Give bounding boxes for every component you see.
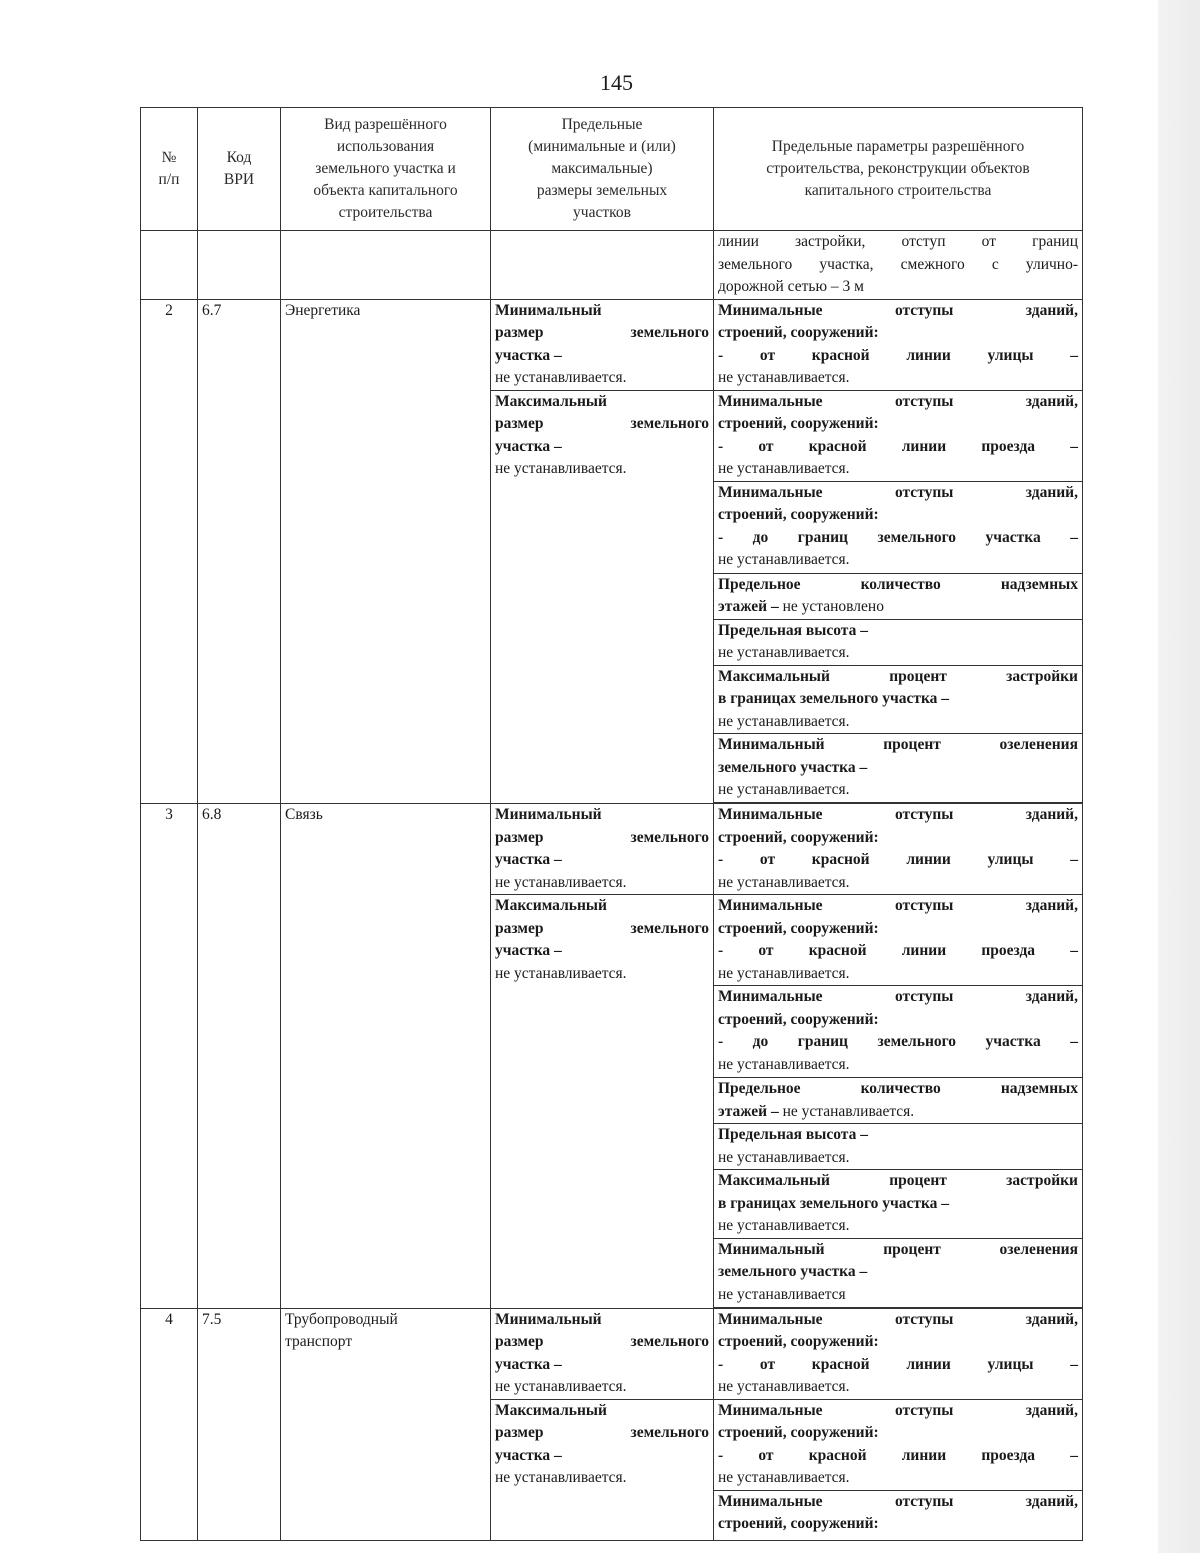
scan-edge-shadow <box>1158 0 1200 1553</box>
param-setback-boundary-partial: Минимальные отступы зданий, строений, сооружений: <box>714 1490 1083 1540</box>
min-size-cell: Минимальный размер земельного участка – не устанавливается. <box>491 1308 714 1399</box>
regulations-table <box>140 107 1083 1541</box>
header-size: Предельные (минимальные и (или) максимальные) размеры земельных участков <box>491 108 714 231</box>
header-code: Код ВРИ <box>198 108 281 231</box>
max-size-cell: Максимальный размер земельного участка – не устанавливается. <box>491 895 714 1309</box>
header-kind: Вид разрешённого использования земельного участка и объекта капитального строительства <box>281 108 491 231</box>
row-number: 2 <box>141 299 198 804</box>
param-floors: Предельное количество надземных этажей – не устанавливается. <box>714 1078 1083 1124</box>
param-floors: Предельное количество надземных этажей – не установлено <box>714 573 1083 619</box>
page-number: 145 <box>600 70 633 95</box>
row-kind: Трубопроводный транспорт <box>281 1308 491 1540</box>
min-size-cell: Минимальный размер земельного участка – не устанавливается. <box>491 804 714 895</box>
param-max-coverage: Максимальный процент застройки в границах земельного участка – не устанавливается. <box>714 665 1083 734</box>
min-size-cell: Минимальный размер земельного участка – не устанавливается. <box>491 299 714 390</box>
param-setback-boundary: Минимальные отступы зданий, строений, сооружений: - до границ земельного участка – не устанавливается. <box>714 481 1083 573</box>
param-setback-driveway: Минимальные отступы зданий, строений, сооружений: - от красной линии проезда – не устанавливается. <box>714 390 1083 481</box>
param-setback-driveway: Минимальные отступы зданий, строений, сооружений: - от красной линии проезда – не устанавливается. <box>714 895 1083 986</box>
header-num: № п/п <box>141 108 198 231</box>
row-number: 4 <box>141 1308 198 1540</box>
param-continuation: линии застройки, отступ от границ земельного участка, смежного с улично- дорожной сетью – 3 м <box>714 231 1083 300</box>
max-size-cell: Максимальный размер земельного участка – не устанавливается. <box>491 1399 714 1540</box>
param-max-coverage: Максимальный процент застройки в границах земельного участка – не устанавливается. <box>714 1170 1083 1239</box>
table-header-row <box>141 108 1083 231</box>
param-min-greenery: Минимальный процент озеленения земельного участка – не устанавливается <box>714 1238 1083 1307</box>
param-height: Предельная высота – не устанавливается. <box>714 1124 1083 1170</box>
param-setback-driveway: Минимальные отступы зданий, строений, сооружений: - от красной линии проезда – не устанавливается. <box>714 1399 1083 1490</box>
param-setback-street: Минимальные отступы зданий, строений, сооружений: - от красной линии улицы – не устанавливается. <box>714 299 1083 390</box>
row-kind: Энергетика <box>281 299 491 804</box>
header-params: Предельные параметры разрешённого строительства, реконструкции объектов капитального строительства <box>714 108 1083 231</box>
row-kind: Связь <box>281 804 491 1309</box>
row-code: 6.7 <box>198 299 281 804</box>
table-row <box>141 1308 1083 1399</box>
param-setback-street: Минимальные отступы зданий, строений, сооружений: - от красной линии улицы – не устанавливается. <box>714 804 1083 895</box>
max-size-cell: Максимальный размер земельного участка – не устанавливается. <box>491 390 714 804</box>
param-height: Предельная высота – не устанавливается. <box>714 619 1083 665</box>
param-min-greenery: Минимальный процент озеленения земельного участка – не устанавливается. <box>714 734 1083 803</box>
row-code: 6.8 <box>198 804 281 1309</box>
table-row <box>141 804 1083 895</box>
param-setback-street: Минимальные отступы зданий, строений, сооружений: - от красной линии улицы – не устанавливается. <box>714 1308 1083 1399</box>
table-row-continuation <box>141 231 1083 300</box>
row-number: 3 <box>141 804 198 1309</box>
param-setback-boundary: Минимальные отступы зданий, строений, сооружений: - до границ земельного участка – не устанавливается. <box>714 986 1083 1078</box>
table-row <box>141 299 1083 390</box>
row-code: 7.5 <box>198 1308 281 1540</box>
